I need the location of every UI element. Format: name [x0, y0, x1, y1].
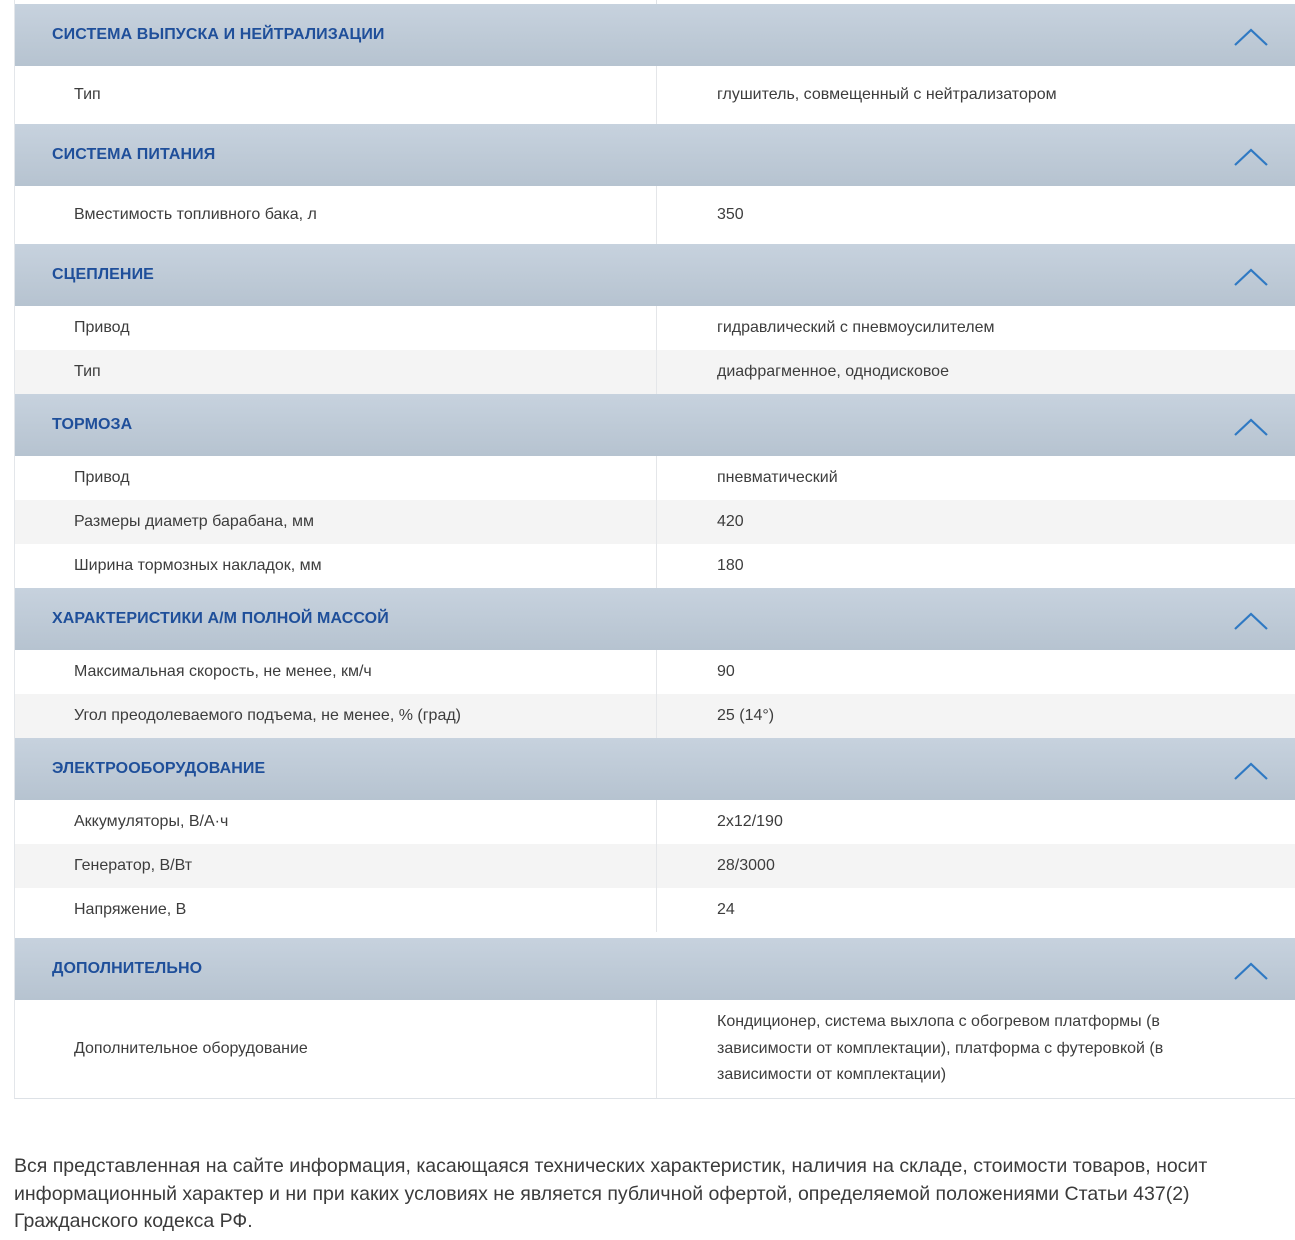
- section-title: ХАРАКТЕРИСТИКИ А/М ПОЛНОЙ МАССОЙ: [52, 610, 389, 627]
- spec-value: глушитель, совмещенный с нейтрализатором: [717, 85, 1057, 103]
- section-header-clutch[interactable]: [15, 244, 1295, 306]
- spec-value: пневматический: [717, 468, 838, 486]
- section-header-electrical[interactable]: [15, 738, 1295, 800]
- spec-value: Кондиционер, система выхлопа с обогревом платформы (в зависимости от комплектации), платформа с футеровкой (в зависимости от комплектации): [717, 1013, 1164, 1084]
- chevron-up-icon[interactable]: [1234, 611, 1268, 631]
- chevron-up-icon[interactable]: [1234, 147, 1268, 167]
- section-title: ЭЛЕКТРООБОРУДОВАНИЕ: [52, 760, 266, 777]
- spec-value: диафрагменное, однодисковое: [717, 362, 949, 380]
- spec-label: Генератор, В/Вт: [15, 844, 657, 888]
- table-row: [15, 500, 1295, 544]
- spec-label: Дополнительное оборудование: [15, 1000, 657, 1098]
- table-row: [15, 186, 1295, 244]
- section-header-fuel-system[interactable]: [15, 124, 1295, 186]
- section-title: ДОПОЛНИТЕЛЬНО: [52, 960, 203, 977]
- spec-value: 350: [717, 205, 744, 223]
- spec-label: Напряжение, В: [15, 888, 657, 932]
- spec-value: 420: [717, 512, 744, 530]
- section-header-exhaust[interactable]: [15, 4, 1295, 66]
- spec-value: гидравлический с пневмоусилителем: [717, 318, 995, 336]
- section-header-additional[interactable]: [15, 938, 1295, 1000]
- section-title: СИСТЕМА ПИТАНИЯ: [52, 146, 216, 163]
- spec-value: 24: [717, 900, 735, 918]
- table-row: [15, 456, 1295, 500]
- legal-disclaimer: Вся представленная на сайте информация, касающаяся технических характеристик, наличия на складе, стоимости товаров, носит информационный характер и ни при каких условиях не является публичной офертой, определяемой положениями Статьи 437(2) Гражданского кодекса РФ.: [14, 1155, 1208, 1232]
- spec-value: 90: [717, 662, 735, 680]
- spec-label: Максимальная скорость, не менее, км/ч: [15, 650, 657, 694]
- table-row: [15, 1000, 1295, 1098]
- spec-label: Привод: [15, 456, 657, 500]
- table-row: [15, 350, 1295, 394]
- table-row: [15, 800, 1295, 844]
- spec-label: Ширина тормозных накладок, мм: [15, 544, 657, 588]
- spec-label: Тип: [15, 350, 657, 394]
- chevron-up-icon[interactable]: [1234, 761, 1268, 781]
- spec-label: Размеры диаметр барабана, мм: [15, 500, 657, 544]
- section-header-full-mass[interactable]: [15, 588, 1295, 650]
- section-title: ТОРМОЗА: [52, 416, 133, 433]
- spec-value: 25 (14°): [717, 706, 775, 724]
- spec-value: 2х12/190: [717, 812, 783, 830]
- table-row: [15, 888, 1295, 932]
- table-row: [15, 650, 1295, 694]
- section-title: СИСТЕМА ВЫПУСКА И НЕЙТРАЛИЗАЦИИ: [52, 26, 385, 43]
- spec-label: Угол преодолеваемого подъема, не менее, % (град): [15, 694, 657, 738]
- chevron-up-icon[interactable]: [1234, 267, 1268, 287]
- table-row: [15, 66, 1295, 124]
- chevron-up-icon[interactable]: [1234, 27, 1268, 47]
- spec-label: Вместимость топливного бака, л: [15, 186, 657, 244]
- spec-label: Тип: [15, 66, 657, 124]
- spec-value: 28/3000: [717, 856, 775, 874]
- spec-value: 180: [717, 556, 744, 574]
- table-row: [15, 544, 1295, 588]
- specifications-table: [14, 0, 1295, 1099]
- section-title: СЦЕПЛЕНИЕ: [52, 266, 154, 283]
- spec-label: Аккумуляторы, В/А·ч: [15, 800, 657, 844]
- chevron-up-icon[interactable]: [1234, 961, 1268, 981]
- section-header-brakes[interactable]: [15, 394, 1295, 456]
- table-row: [15, 844, 1295, 888]
- table-row: [15, 694, 1295, 738]
- spec-label: Привод: [15, 306, 657, 350]
- chevron-up-icon[interactable]: [1234, 417, 1268, 437]
- table-row: [15, 306, 1295, 350]
